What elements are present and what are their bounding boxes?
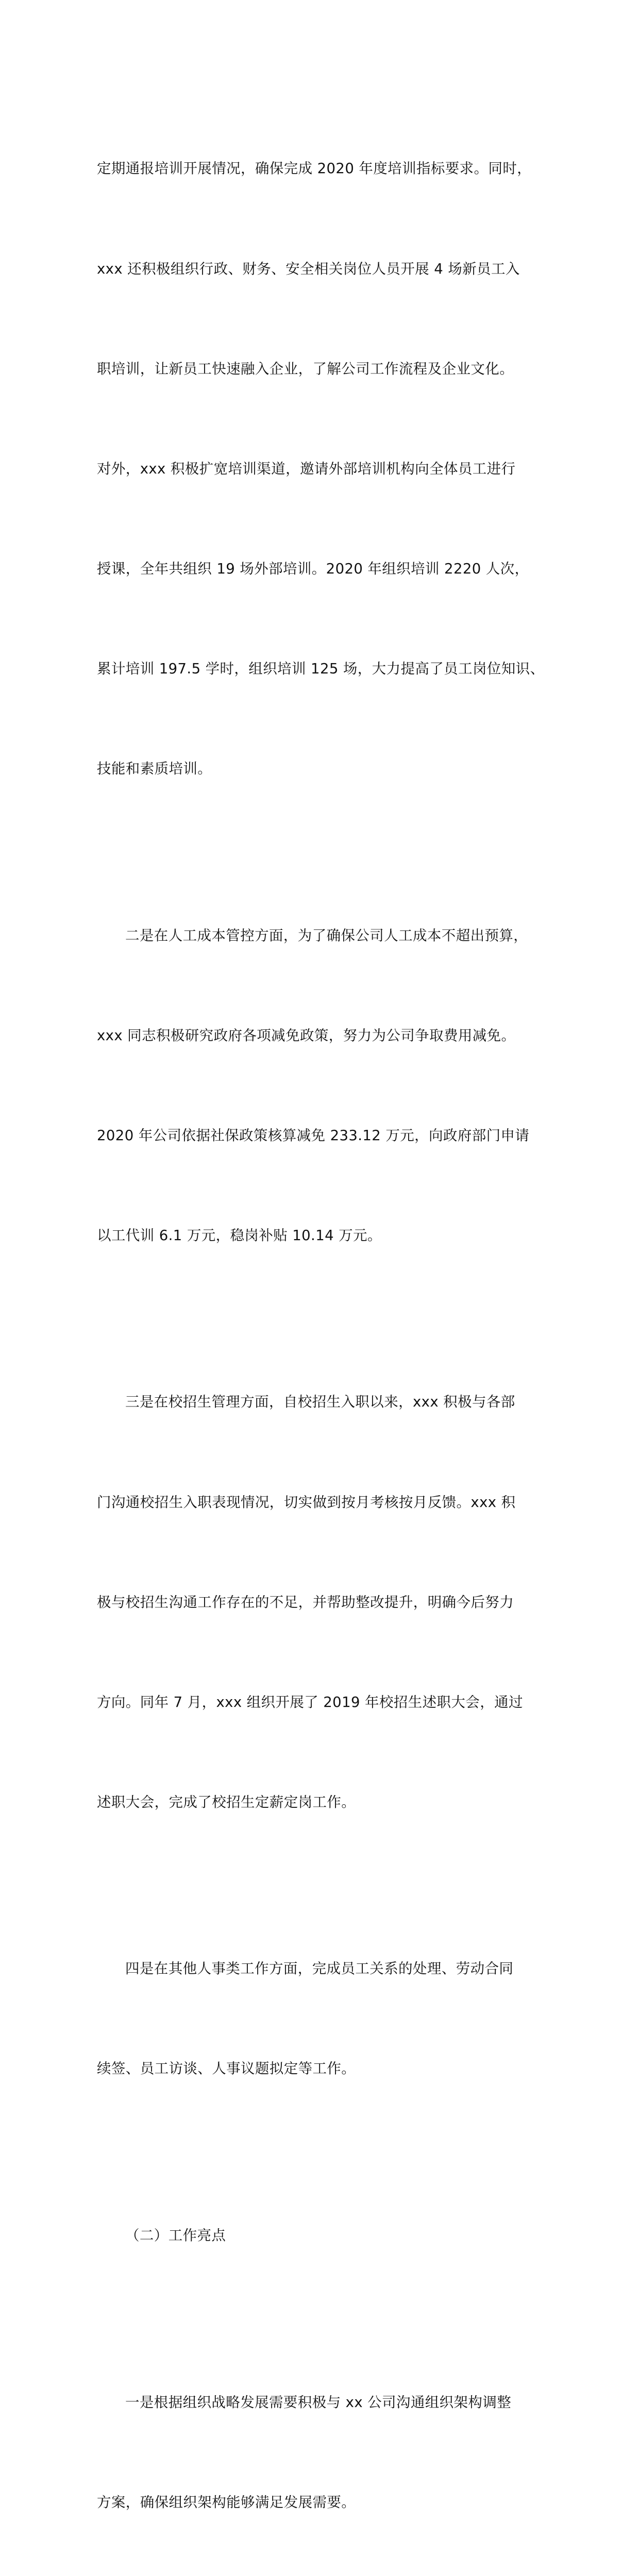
text-line: 述职大会，完成了校招生定薪定岗工作。 [97,1793,356,1810]
text-line: 门沟通校招生入职表现情况，切实做到按月考核按月反馈。xxx 积 [97,1494,516,1511]
text-line: xxx 还积极组织行政、财务、安全相关岗位人员开展 4 场新员工入 [97,260,520,277]
text-line: 定期通报培训开展情况，确保完成 2020 年度培训指标要求。同时， [97,160,532,177]
section-heading-highlights [97,2153,550,2319]
document-body [97,86,550,2576]
paragraph-labor-cost [97,852,550,1319]
text-line: 2020 年公司依据社保政策核算减免 233.12 万元，向政府部门申请 [97,1127,530,1144]
text-line: 四是在其他人事类工作方面，完成员工关系的处理、劳动合同 [125,1960,514,1977]
paragraph-campus-recruits [97,1319,550,1886]
paragraph-training-summary [97,86,550,852]
paragraph-other-hr-work [97,1886,550,2153]
text-line: 方案，确保组织架构能够满足发展需要。 [97,2494,356,2511]
text-line: 技能和素质培训。 [97,760,212,777]
text-line: 二是在人工成本管控方面，为了确保公司人工成本不超出预算， [125,927,528,944]
text-line: 方向。同年 7 月，xxx 组织开展了 2019 年校招生述职大会，通过 [97,1693,523,1710]
text-line: 一是根据组织战略发展需要积极与 xx 公司沟通组织架构调整 [125,2394,512,2411]
text-line: 续签、员工访谈、人事议题拟定等工作。 [97,2060,356,2077]
paragraph-org-structure [97,2319,550,2576]
text-line: 对外，xxx 积极扩宽培训渠道，邀请外部培训机构向全体员工进行 [97,460,516,477]
text-line: 以工代训 6.1 万元，稳岗补贴 10.14 万元。 [97,1227,382,1244]
text-line: 职培训，让新员工快速融入企业，了解公司工作流程及企业文化。 [97,360,514,377]
text-line: （二）工作亮点 [125,2227,226,2244]
text-line: 三是在校招生管理方面，自校招生入职以来，xxx 积极与各部 [125,1394,515,1411]
text-line: 极与校招生沟通工作存在的不足，并帮助整改提升，明确今后努力 [97,1594,514,1611]
text-line: 累计培训 197.5 学时，组织培训 125 场，大力提高了员工岗位知识、 [97,660,545,677]
text-line: xxx 同志积极研究政府各项减免政策，努力为公司争取费用减免。 [97,1027,516,1044]
text-line: 授课，全年共组织 19 场外部培训。2020 年组织培训 2220 人次， [97,560,529,577]
